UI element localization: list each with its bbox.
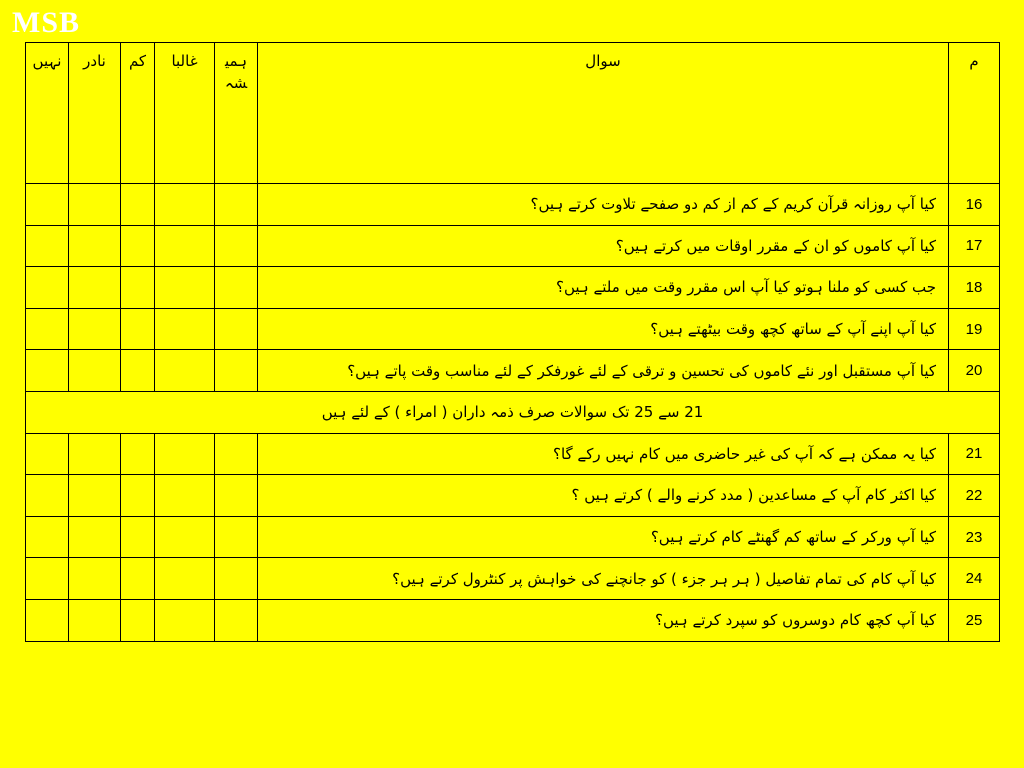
answer-cell[interactable]	[155, 308, 215, 350]
answer-cell[interactable]	[121, 225, 155, 267]
question-text: کیا آپ اپنے آپ کے ساتھ کچھ وقت بیٹھتے ہیں؟	[258, 308, 949, 350]
header-rarely: نادر	[69, 43, 121, 184]
question-text: کیا آپ کچھ کام دوسروں کو سپرد کرتے ہیں؟	[258, 599, 949, 641]
answer-cell[interactable]	[215, 475, 258, 517]
answer-cell[interactable]	[155, 475, 215, 517]
answer-cell[interactable]	[26, 599, 69, 641]
answer-cell[interactable]	[155, 433, 215, 475]
answer-cell[interactable]	[69, 308, 121, 350]
answer-cell[interactable]	[215, 599, 258, 641]
answer-cell[interactable]	[155, 599, 215, 641]
table-row	[26, 516, 1000, 558]
answer-cell[interactable]	[121, 599, 155, 641]
answer-cell[interactable]	[215, 433, 258, 475]
question-text: جب کسی کو ملنا ہوتو کیا آپ اس مقرر وقت میں ملتے ہیں؟	[258, 267, 949, 309]
answer-cell[interactable]	[215, 225, 258, 267]
answer-cell[interactable]	[155, 225, 215, 267]
row-number: 25	[949, 599, 1000, 641]
table-row	[26, 267, 1000, 309]
section-note-row	[26, 391, 1000, 433]
question-text: کیا یہ ممکن ہے کہ آپ کی غیر حاضری میں کام نہیں رکے گا؟	[258, 433, 949, 475]
answer-cell[interactable]	[155, 184, 215, 226]
question-text: کیا آپ ورکر کے ساتھ کم گھنٹے کام کرتے ہیں؟	[258, 516, 949, 558]
table-row	[26, 475, 1000, 517]
answer-cell[interactable]	[121, 350, 155, 392]
answer-cell[interactable]	[26, 433, 69, 475]
header-number: م	[949, 43, 1000, 184]
table-row	[26, 433, 1000, 475]
answer-cell[interactable]	[26, 558, 69, 600]
table-row	[26, 350, 1000, 392]
row-number: 16	[949, 184, 1000, 226]
row-number: 18	[949, 267, 1000, 309]
answer-cell[interactable]	[26, 308, 69, 350]
table-row	[26, 599, 1000, 641]
answer-cell[interactable]	[69, 350, 121, 392]
answer-cell[interactable]	[26, 225, 69, 267]
question-text: کیا آپ کام کی تمام تفاصیل ( ہر ہر جزء ) کو جانچنے کی خواہش پر کنٹرول کرتے ہیں؟	[258, 558, 949, 600]
row-number: 24	[949, 558, 1000, 600]
answer-cell[interactable]	[121, 433, 155, 475]
answer-cell[interactable]	[26, 267, 69, 309]
table-row	[26, 184, 1000, 226]
answer-cell[interactable]	[121, 184, 155, 226]
header-row	[26, 43, 1000, 184]
row-number: 19	[949, 308, 1000, 350]
answer-cell[interactable]	[69, 516, 121, 558]
row-number: 20	[949, 350, 1000, 392]
answer-cell[interactable]	[215, 516, 258, 558]
answer-cell[interactable]	[121, 516, 155, 558]
header-never: نہیں	[26, 43, 69, 184]
answer-cell[interactable]	[121, 558, 155, 600]
answer-cell[interactable]	[155, 267, 215, 309]
answer-cell[interactable]	[121, 475, 155, 517]
table-row	[26, 225, 1000, 267]
row-number: 21	[949, 433, 1000, 475]
answer-cell[interactable]	[155, 558, 215, 600]
answer-cell[interactable]	[69, 599, 121, 641]
table-row	[26, 308, 1000, 350]
row-number: 23	[949, 516, 1000, 558]
answer-cell[interactable]	[26, 516, 69, 558]
answer-cell[interactable]	[215, 558, 258, 600]
answer-cell[interactable]	[69, 184, 121, 226]
question-text: کیا آپ مستقبل اور نئے کاموں کی تحسین و ترقی کے لئے غورفکر کے لئے مناسب وقت پاتے ہیں؟	[258, 350, 949, 392]
answer-cell[interactable]	[155, 350, 215, 392]
answer-cell[interactable]	[215, 184, 258, 226]
answer-cell[interactable]	[69, 558, 121, 600]
header-question: سوال	[258, 43, 949, 184]
survey-table	[25, 42, 1000, 642]
header-seldom: کم	[121, 43, 155, 184]
answer-cell[interactable]	[26, 184, 69, 226]
answer-cell[interactable]	[215, 308, 258, 350]
answer-cell[interactable]	[121, 308, 155, 350]
row-number: 17	[949, 225, 1000, 267]
answer-cell[interactable]	[215, 350, 258, 392]
row-number: 22	[949, 475, 1000, 517]
question-text: کیا اکثر کام آپ کے مساعدین ( مدد کرنے والے ) کرتے ہیں ؟	[258, 475, 949, 517]
answer-cell[interactable]	[69, 267, 121, 309]
header-always: ہمیشہ	[215, 43, 258, 184]
answer-cell[interactable]	[69, 225, 121, 267]
answer-cell[interactable]	[69, 433, 121, 475]
question-text: کیا آپ کاموں کو ان کے مقرر اوقات میں کرتے ہیں؟	[258, 225, 949, 267]
answer-cell[interactable]	[121, 267, 155, 309]
table-row	[26, 558, 1000, 600]
answer-cell[interactable]	[69, 475, 121, 517]
answer-cell[interactable]	[26, 350, 69, 392]
answer-cell[interactable]	[215, 267, 258, 309]
question-text: کیا آپ روزانہ قرآن کریم کے کم از کم دو صفحے تلاوت کرتے ہیں؟	[258, 184, 949, 226]
header-often: غالبا	[155, 43, 215, 184]
answer-cell[interactable]	[155, 516, 215, 558]
msb-logo: MSB	[12, 6, 81, 39]
answer-cell[interactable]	[26, 475, 69, 517]
section-note: 21 سے 25 تک سوالات صرف ذمہ داران ( امراء ) کے لئے ہیں	[26, 391, 1000, 433]
